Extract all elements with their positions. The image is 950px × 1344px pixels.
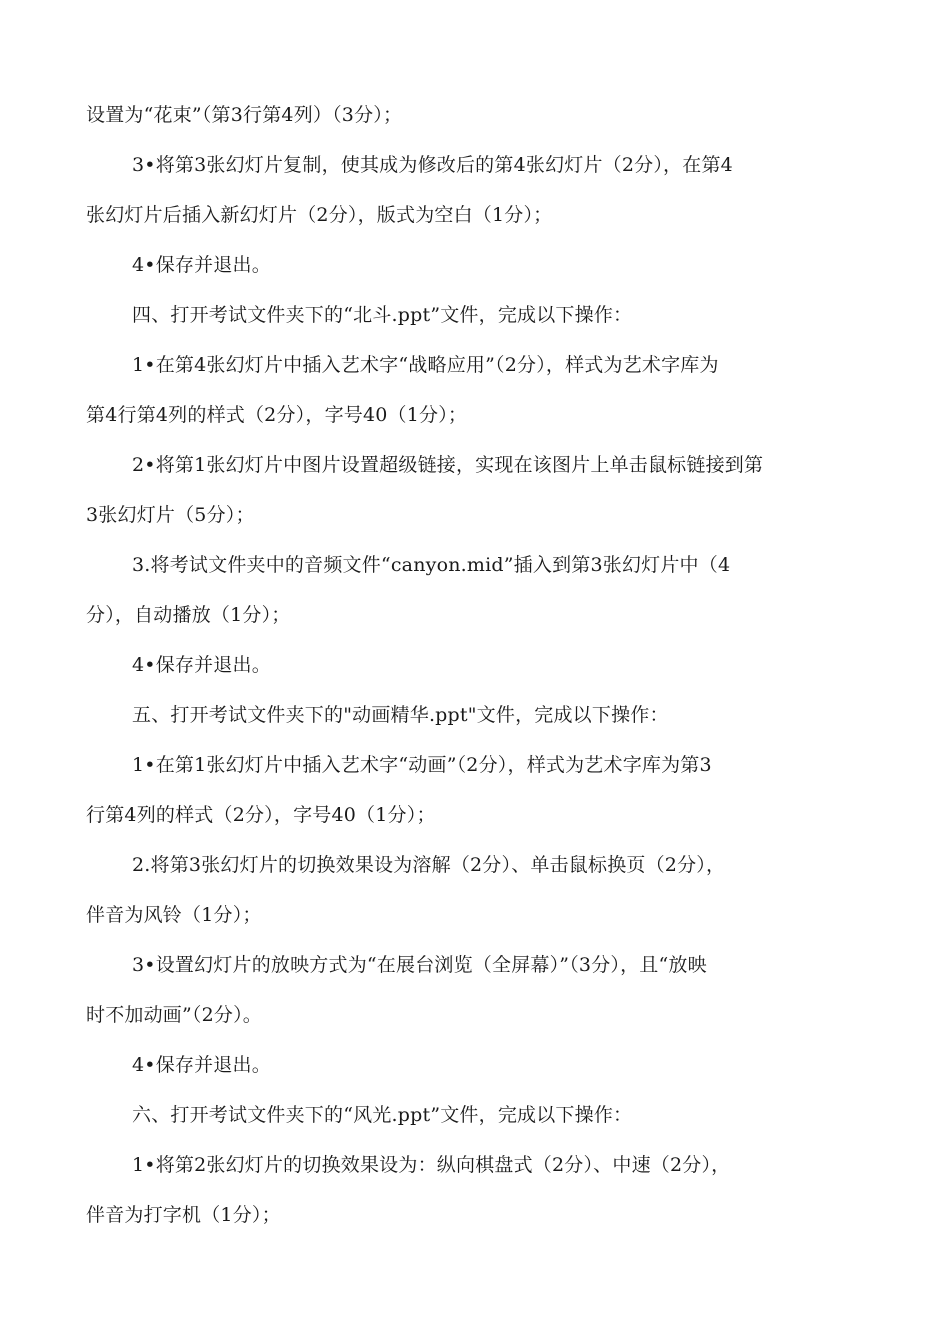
section-heading: 五、打开考试文件夹下的"动画精华.ppt"文件，完成以下操作： [132, 704, 669, 726]
text-line: 4•保存并退出。 [132, 254, 271, 276]
text-line: 4•保存并退出。 [132, 1054, 271, 1076]
text-line: 分），自动播放（1分）； [86, 604, 291, 626]
text-line: 4•保存并退出。 [132, 654, 271, 676]
text-line: 时不加动画”（2分）。 [86, 1004, 263, 1026]
text-line: 2•将第1张幻灯片中图片设置超级链接，实现在该图片上单击鼠标链接到第 [132, 454, 764, 476]
text-line: 1•在第1张幻灯片中插入艺术字“动画”（2分），样式为艺术字库为第3 [132, 754, 712, 776]
text-line: 2.将第3张幻灯片的切换效果设为溶解（2分）、单击鼠标换页（2分）， [132, 854, 726, 876]
text-line: 伴音为打字机（1分）； [86, 1204, 281, 1226]
text-line: 第4行第4列的样式（2分），字号40（1分）； [86, 404, 468, 426]
text-line: 1•将第2张幻灯片的切换效果设为：纵向棋盘式（2分）、中速（2分）， [132, 1154, 731, 1176]
text-line: 3张幻灯片（5分）； [86, 504, 255, 526]
text-line: 1•在第4张幻灯片中插入艺术字“战略应用”（2分），样式为艺术字库为 [132, 354, 719, 376]
text-line: 3.将考试文件夹中的音频文件“canyon.mid”插入到第3张幻灯片中（4 [132, 554, 731, 576]
text-line: 设置为“花束”（第3行第4列）（3分）； [86, 104, 403, 126]
text-line: 伴音为风铃（1分）； [86, 904, 262, 926]
text-line: 3•设置幻灯片的放映方式为“在展台浏览（全屏幕）”（3分），且“放映 [132, 954, 707, 976]
text-line: 3•将第3张幻灯片复制，使其成为修改后的第4张幻灯片（2分），在第4 [132, 154, 733, 176]
text-line: 行第4列的样式（2分），字号40（1分）； [86, 804, 436, 826]
section-heading: 四、打开考试文件夹下的“北斗.ppt”文件，完成以下操作： [132, 304, 633, 326]
section-heading: 六、打开考试文件夹下的“风光.ppt”文件，完成以下操作： [132, 1104, 633, 1126]
text-line: 张幻灯片后插入新幻灯片（2分），版式为空白（1分）； [86, 204, 553, 226]
